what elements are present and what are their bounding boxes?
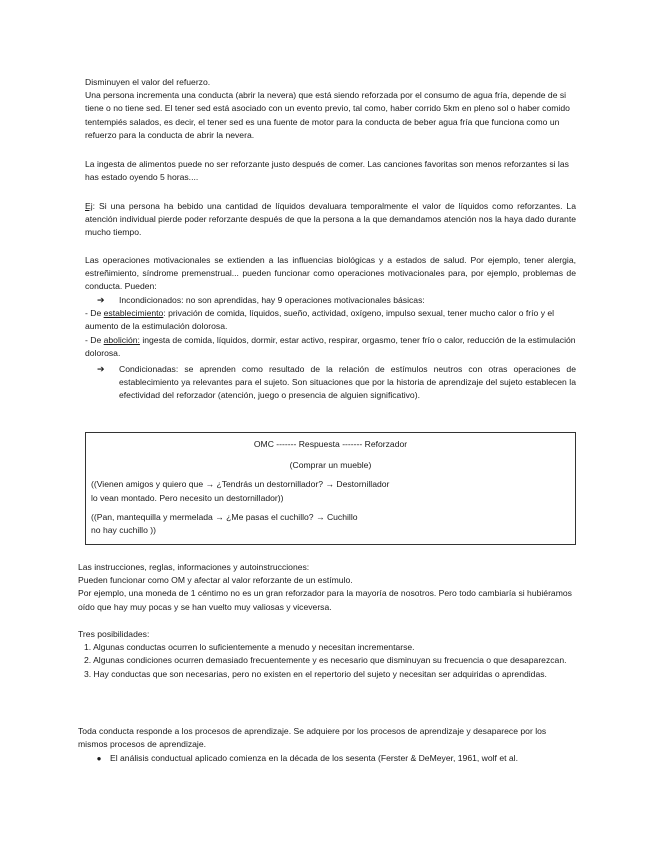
- paragraph-heading: Disminuyen el valor del refuerzo.: [85, 77, 211, 87]
- paragraph-body: Una persona incrementa una conducta (abrir la nevera) que está siendo reforzada por el consumo de agua fría, depende de si tiene o no tiene sed. El tener sed está asociado con un evento previo, tal como, haber corrido 5km en pleno sol o haber comido tentempiés salados, es decir, el tener sed es una fuente de motor para la conducta de beber agua fría que funciona como un refuerzo para la conducta de abrir la nevera.: [85, 90, 570, 140]
- example-text: : Si una persona ha bebido una cantidad de líquidos devaluara temporalmente el valor de líquidos como reforzantes. La atención individual pierde poder reforzante después de que la persona a la que demandamos atención nos la haya dado durante mucho tiempo.: [85, 201, 576, 238]
- abolicion-text: [85, 334, 576, 360]
- term-abolicion: abolición:: [103, 335, 140, 345]
- paragraph-line: Pueden funcionar como OM y afectar al valor reforzante de un estímulo.: [78, 575, 353, 586]
- paragraph-operaciones: [85, 254, 576, 294]
- dash-prefix: - De: [85, 335, 104, 345]
- dash-prefix: - De: [85, 308, 104, 318]
- term-establecimiento: establecimiento: [103, 308, 164, 318]
- establecimiento-text: [85, 307, 576, 333]
- paragraph-body: [85, 200, 576, 240]
- list-item: 2. Algunas condiciones ocurren demasiado frecuentemente y es necesario que disminuyan su frecuencia o que desaparezcan.: [84, 655, 567, 666]
- example-prefix: Ej: [85, 201, 93, 211]
- paragraph-line: Las instrucciones, reglas, informaciones y autoinstrucciones:: [78, 562, 310, 572]
- establecimiento-item: [85, 307, 576, 333]
- list-item: 1. Algunas conductas ocurren lo suficientemente a menudo y necesitan incrementarse.: [84, 642, 415, 653]
- paragraph-intro: Las operaciones motivacionales se extienden a las influencias biológicas y a estados de salud. Por ejemplo, tener alergia, estreñimiento, síndrome premenstrual... pueden funcionar como operaciones motivacionales para, por ejemplo, problemas de conducta. Pueden:: [85, 255, 576, 292]
- box-subheader: (Comprar un mueble): [289, 460, 372, 471]
- paragraph-body: La ingesta de alimentos puede no ser reforzante justo después de comer. Las canciones favoritas son menos reforzantes si las has estado oyendo 5 horas....: [85, 159, 569, 183]
- box-example-line: ((Pan, mantequilla y mermelada → ¿Me pasas el cuchillo? → Cuchillo: [91, 511, 358, 522]
- abolicion-item: [85, 334, 576, 360]
- box-header: OMC ------- Respuesta ------- Reforzador: [253, 439, 408, 449]
- example-box: [85, 432, 576, 545]
- paragraph-body: Por ejemplo, una moneda de 1 céntimo no es un gran reforzador para la mayoría de nosotros. Pero todo cambiaría si hubiéramos oído que hay muy pocas y se han vuelto muy valiosas y viceversa.: [78, 588, 572, 612]
- list-item-incondicionados: [97, 294, 576, 307]
- bullet-item: [88, 752, 578, 765]
- list-item-condicionadas: [97, 363, 576, 403]
- box-example-line: no hay cuchillo )): [91, 525, 156, 536]
- numbered-list: [78, 641, 578, 681]
- paragraph-posibilidades: [78, 628, 578, 681]
- box-example-line: ((Vienen amigos y quiero que → ¿Tendrás un destornillador? → Destornillador: [91, 479, 390, 490]
- list-item-text: Condicionadas: se aprenden como resultado de la relación de estímulos neutros con otras operaciones de establecimiento ya relevantes para el sujeto. Son situaciones que por la historia de aprendizaje del sujeto establecen la efectividad del reforzador (atención, juego o presencia de alguien significativo).: [119, 364, 576, 401]
- paragraph-body: Toda conducta responde a los procesos de aprendizaje. Se adquiere por los procesos de aprendizaje y desaparece por los mismos procesos de aprendizaje.: [78, 726, 547, 750]
- box-example-2: [86, 511, 575, 537]
- box-example-1: [86, 478, 575, 504]
- arrow-icon: ➔: [97, 364, 105, 374]
- arrow-icon: ➔: [97, 295, 105, 305]
- paragraph-ingesta: [85, 158, 576, 184]
- bullet-icon: ●: [96, 754, 102, 763]
- bullet-text: El análisis conductual aplicado comienza en la década de los sesenta (Ferster & DeMeyer, 1961, wolf et al.: [110, 753, 518, 763]
- establecimiento-description: : privación de comida, líquidos, sueño, actividad, oxígeno, impulso sexual, tener mucho calor o frío y el aumento de la estimulación dolorosa.: [85, 308, 555, 332]
- box-example-line: lo vean montado. Pero necesito un destornillador)): [91, 492, 284, 503]
- list-item: 3. Hay conductas que son necesarias, pero no existen en el repertorio del sujeto y necesitan ser adquiridas o aprendidas.: [84, 668, 547, 679]
- paragraph-instrucciones: [78, 561, 578, 614]
- abolicion-description: ingesta de comida, líquidos, dormir, estar activo, respirar, orgasmo, tener frío o calor, reducción de la estimulación dolorosa.: [85, 335, 576, 359]
- paragraph-ejemplo: [85, 200, 576, 240]
- paragraph-aprendizaje: [78, 725, 578, 751]
- paragraph-refuerzo: [85, 76, 576, 142]
- list-item-text: Incondicionados: no son aprendidas, hay 9 operaciones motivacionales básicas:: [119, 295, 425, 305]
- paragraph-heading: Tres posibilidades:: [78, 629, 150, 639]
